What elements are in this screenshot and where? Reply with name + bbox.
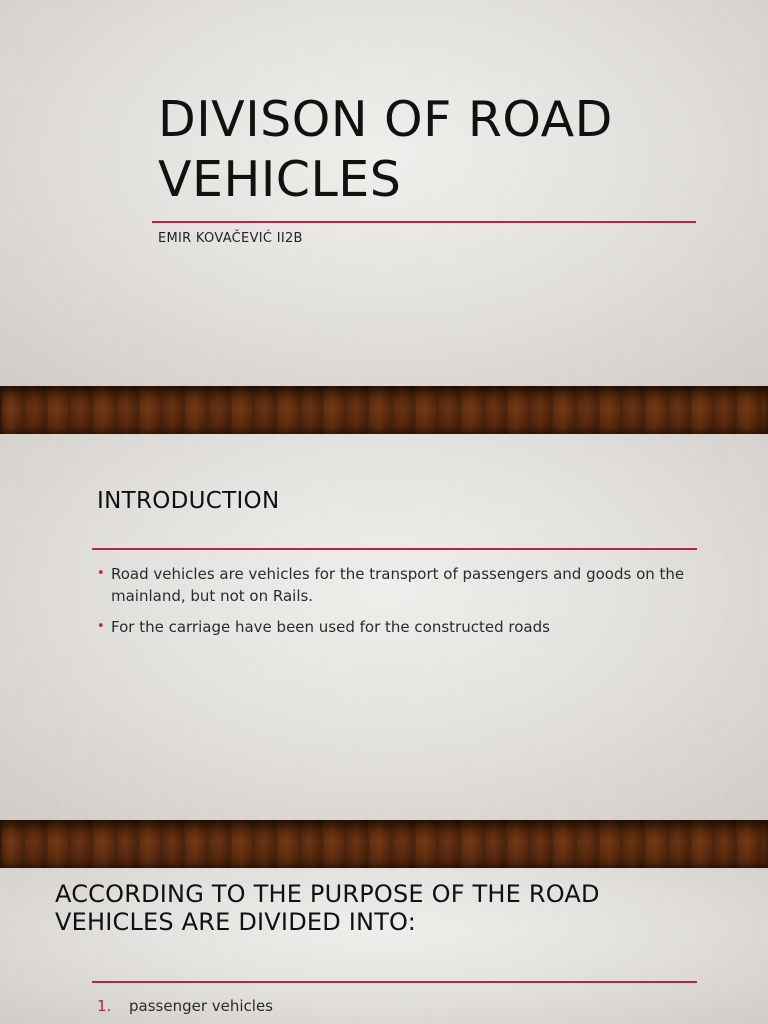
list-item — [97, 616, 697, 638]
wood-floor-divider — [0, 820, 768, 868]
list-item-text: passenger vehicles — [129, 997, 274, 1015]
classification-heading: ACCORDING TO THE PURPOSE OF THE ROAD VEHICLES ARE DIVIDED INTO: — [55, 880, 600, 936]
title-divider — [152, 221, 696, 223]
classification-divider — [92, 981, 697, 983]
wood-floor-divider — [0, 386, 768, 434]
list-item — [97, 995, 273, 1017]
bullet-text: For the carriage have been used for the constructed roads — [111, 618, 550, 636]
bullet-text: Road vehicles are vehicles for the transport of passengers and goods on the mainland, but not on Rails. — [111, 565, 685, 605]
bullet-icon: • — [97, 566, 105, 581]
introduction-bullet-list — [97, 563, 697, 647]
classification-numbered-list — [97, 995, 273, 1017]
title-slide — [0, 0, 768, 386]
slide-title: DIVISON OF ROAD VEHICLES — [158, 91, 613, 208]
introduction-heading: INTRODUCTION — [97, 488, 280, 514]
slide-subtitle: EMIR KOVAČEVIĆ II2B — [158, 231, 303, 246]
list-item — [97, 563, 697, 607]
introduction-divider — [92, 548, 697, 550]
list-number: 1. — [97, 997, 112, 1015]
bullet-icon: • — [97, 619, 105, 634]
